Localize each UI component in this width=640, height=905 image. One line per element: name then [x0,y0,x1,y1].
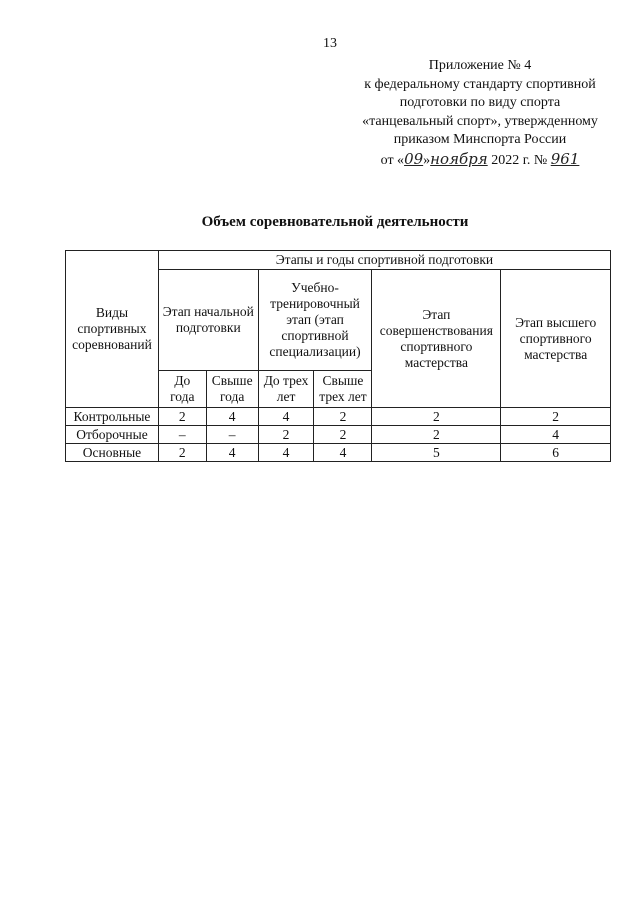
table-cell: 6 [501,444,611,462]
row-label: Основные [66,444,159,462]
header-sub-initial-over-year: Свыше года [206,371,258,408]
competition-volume-table [65,250,611,462]
table-row [66,408,611,426]
header-stage-higher: Этап высшего спортивного мастерства [501,270,611,408]
row-label: Контрольные [66,408,159,426]
table-cell: 2 [158,444,206,462]
table-cell: 4 [258,408,314,426]
appendix-line-3: подготовки по виду спорта [399,95,561,110]
table-row [66,444,611,462]
header-stages-years: Этапы и годы спортивной подготовки [158,251,610,270]
document-title: Объем соревновательной деятельности [201,214,469,230]
table-cell: – [158,426,206,444]
header-stage-initial: Этап начальной подготовки [158,270,258,371]
appendix-line-1: Приложение № 4 [428,58,532,73]
table-cell: 4 [258,444,314,462]
table-cell: 2 [372,426,501,444]
appendix-date-line [330,150,630,171]
header-sub-initial-up-to-year: До года [158,371,206,408]
table-cell: – [206,426,258,444]
date-mid: » [423,152,431,168]
header-sub-training-up-to-three: До трех лет [258,371,314,408]
appendix-line-4: «танцевальный спорт», утвержденному [362,113,598,129]
header-stage-training: Учебно-тренировочный этап (этап спортивной специализации) [258,270,372,371]
appendix-line-2: к федеральному стандарту спортивной [364,76,596,92]
table-cell: 2 [501,408,611,426]
header-stage-improvement: Этап совершенствования спортивного мастерства [372,270,501,408]
header-competition-kinds: Виды спортивных соревнований [66,251,159,408]
table-cell: 4 [206,444,258,462]
table-cell: 2 [372,408,501,426]
order-number-handwritten: 961 [550,149,580,168]
table-cell: 2 [258,426,314,444]
page-number: 13 [323,36,337,51]
table-cell: 2 [314,426,372,444]
table-cell: 4 [314,444,372,462]
date-month-handwritten: ноября [430,149,488,168]
date-year: 2022 г. № [487,152,551,168]
table-cell: 2 [158,408,206,426]
table-cell: 2 [314,408,372,426]
appendix-block [330,57,630,170]
table-cell: 5 [372,444,501,462]
date-day-handwritten: 09 [404,149,424,168]
header-sub-training-over-three: Свыше трех лет [314,371,372,408]
table-cell: 4 [206,408,258,426]
row-label: Отборочные [66,426,159,444]
table-row [66,426,611,444]
table-cell: 4 [501,426,611,444]
date-prefix: от « [380,152,405,168]
appendix-line-5: приказом Минспорта России [393,132,567,147]
